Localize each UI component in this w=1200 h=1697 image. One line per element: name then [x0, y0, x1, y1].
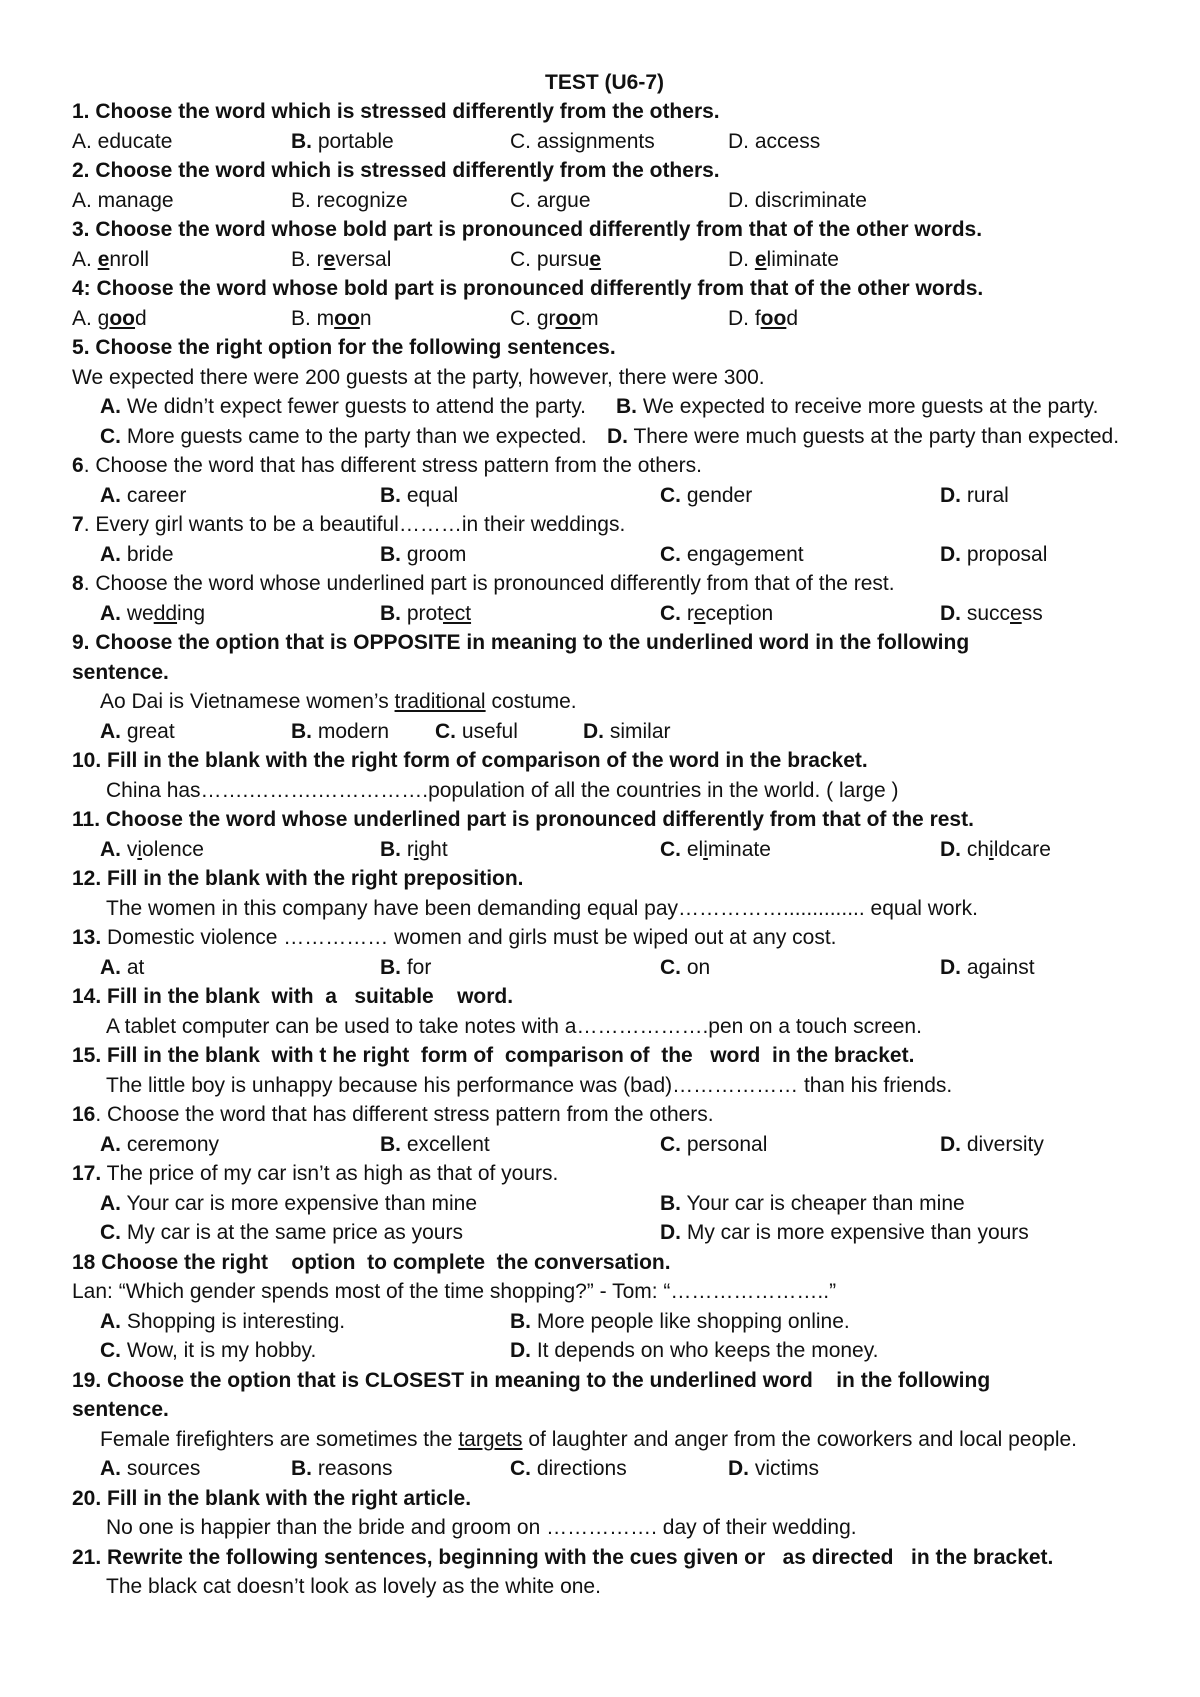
q5-option-a[interactable]: A. We didn’t expect fewer guests to attend the party.	[100, 395, 586, 418]
q6-option-d[interactable]: D. rural	[940, 484, 1009, 507]
q17-option-d[interactable]: D. My car is more expensive than yours	[660, 1221, 1029, 1244]
question-16-options	[100, 1130, 1160, 1160]
question-18-sentence: Lan: “Which gender spends most of the time shopping?” - Tom: “…………………..”	[72, 1280, 837, 1303]
q16-option-a[interactable]: A. ceremony	[100, 1133, 220, 1156]
q7-option-b[interactable]: B. groom	[380, 543, 467, 566]
question-1-stem: 1. Choose the word which is stressed differently from the others.	[72, 100, 720, 123]
question-2-stem: 2. Choose the word which is stressed differently from the others.	[72, 159, 720, 182]
question-18-options-row1	[100, 1307, 1160, 1337]
q6-option-a[interactable]: A. career	[100, 484, 187, 507]
q8-option-c[interactable]: C. reception	[660, 602, 774, 625]
q7-option-a[interactable]: A. bride	[100, 543, 174, 566]
q6-option-b[interactable]: B. equal	[380, 484, 459, 507]
question-4-stem: 4: Choose the word whose bold part is pronounced differently from that of the other words.	[72, 277, 984, 300]
q2-option-c[interactable]: C. argue	[510, 189, 591, 212]
q8-option-b[interactable]: B. protect	[380, 602, 472, 625]
question-3-stem: 3. Choose the word whose bold part is pronounced differently from that of the other words.	[72, 218, 983, 241]
question-19-stem: 19. Choose the option that is CLOSEST in meaning to the underlined word in the following	[72, 1369, 991, 1392]
q19-option-d[interactable]: D. victims	[728, 1457, 819, 1480]
question-11-options	[100, 835, 1160, 865]
question-5-sentence: We expected there were 200 guests at the party, however, there were 300.	[72, 366, 765, 389]
question-7-stem: 7. Every girl wants to be a beautiful………in their weddings.	[72, 513, 626, 536]
q9-option-d[interactable]: D. similar	[583, 720, 671, 743]
question-5-stem: 5. Choose the right option for the following sentences.	[72, 336, 616, 359]
question-9-stem-cont: sentence.	[72, 661, 169, 684]
q3-option-d[interactable]: D. eliminate	[728, 248, 839, 271]
q17-option-b[interactable]: B. Your car is cheaper than mine	[660, 1192, 965, 1215]
q13-option-d[interactable]: D. against	[940, 956, 1035, 979]
question-19-stem-cont: sentence.	[72, 1398, 169, 1421]
q17-option-c[interactable]: C. My car is at the same price as yours	[100, 1221, 463, 1244]
q2-option-a[interactable]: A. manage	[72, 189, 174, 212]
question-1-options	[72, 127, 1152, 157]
q1-option-c[interactable]: C. assignments	[510, 130, 655, 153]
question-9-options	[100, 717, 1160, 747]
q6-option-c[interactable]: C. gender	[660, 484, 753, 507]
question-18-options-row2	[100, 1336, 1160, 1366]
question-4-options	[72, 304, 1152, 334]
q8-option-a[interactable]: A. wedding	[100, 602, 206, 625]
question-12-stem: 12. Fill in the blank with the right preposition.	[72, 867, 524, 890]
question-16-stem: 16. Choose the word that has different stress pattern from the others.	[72, 1103, 714, 1126]
question-13-stem: 13. Domestic violence …………… women and girls must be wiped out at any cost.	[72, 926, 837, 949]
q18-option-a[interactable]: A. Shopping is interesting.	[100, 1310, 346, 1333]
question-19-options	[100, 1454, 1160, 1484]
q3-option-b[interactable]: B. reversal	[291, 248, 392, 271]
underlined-word: traditional	[394, 690, 486, 713]
question-13-options	[100, 953, 1160, 983]
question-10-sentence: China has…….……….…………….population of all the countries in the world. ( large )	[106, 779, 899, 802]
q4-option-b[interactable]: B. moon	[291, 307, 372, 330]
q1-option-a[interactable]: A. educate	[72, 130, 173, 153]
question-8-options	[100, 599, 1160, 629]
q18-option-c[interactable]: C. Wow, it is my hobby.	[100, 1339, 317, 1362]
question-11-stem: 11. Choose the word whose underlined part is pronounced differently from that of the rest.	[72, 808, 974, 831]
q13-option-c[interactable]: C. on	[660, 956, 711, 979]
question-17-options-row2	[100, 1218, 1160, 1248]
q16-option-c[interactable]: C. personal	[660, 1133, 768, 1156]
q11-option-c[interactable]: C. eliminate	[660, 838, 771, 861]
q3-option-c[interactable]: C. pursue	[510, 248, 602, 271]
q5-option-d[interactable]: D. There were much guests at the party than expected.	[607, 425, 1120, 448]
question-9-sentence: Ao Dai is Vietnamese women’s traditional costume.	[100, 690, 577, 713]
question-15-sentence: The little boy is unhappy because his performance was (bad)……………… than his friends.	[106, 1074, 953, 1097]
question-7-options	[100, 540, 1160, 570]
q5-option-c[interactable]: C. More guests came to the party than we expected.	[100, 425, 587, 448]
q2-option-d[interactable]: D. discriminate	[728, 189, 867, 212]
question-20-stem: 20. Fill in the blank with the right article.	[72, 1487, 472, 1510]
question-21-stem: 21. Rewrite the following sentences, beginning with the cues given or as directed in the bracket.	[72, 1546, 1054, 1569]
question-5-options-row2	[100, 422, 1160, 452]
page-title: TEST (U6-7)	[545, 71, 665, 94]
q4-option-c[interactable]: C. groom	[510, 307, 599, 330]
question-10-stem: 10. Fill in the blank with the right form of comparison of the word in the bracket.	[72, 749, 868, 772]
q7-option-c[interactable]: C. engagement	[660, 543, 804, 566]
q19-option-a[interactable]: A. sources	[100, 1457, 201, 1480]
question-15-stem: 15. Fill in the blank with t he right form of comparison of the word in the bracket.	[72, 1044, 915, 1067]
question-6-options	[100, 481, 1160, 511]
q9-option-b[interactable]: B. modern	[291, 720, 390, 743]
question-17-stem: 17. The price of my car isn’t as high as that of yours.	[72, 1162, 559, 1185]
q17-option-a[interactable]: A. Your car is more expensive than mine	[100, 1192, 478, 1215]
question-14-stem: 14. Fill in the blank with a suitable word.	[72, 985, 514, 1008]
question-3-options	[72, 245, 1152, 275]
q3-option-a[interactable]: A. enroll	[72, 248, 150, 271]
q11-option-b[interactable]: B. right	[380, 838, 448, 861]
q9-option-c[interactable]: C. useful	[435, 720, 518, 743]
q1-option-b[interactable]: B. portable	[291, 130, 394, 153]
q9-option-a[interactable]: A. great	[100, 720, 175, 743]
q4-option-a[interactable]: A. good	[72, 307, 147, 330]
question-2-options	[72, 186, 1152, 216]
question-14-sentence: A tablet computer can be used to take notes with a……………….pen on a touch screen.	[106, 1015, 922, 1038]
question-18-stem: 18 Choose the right option to complete the conversation.	[72, 1251, 671, 1274]
q19-option-c[interactable]: C. directions	[510, 1457, 627, 1480]
question-19-sentence: Female firefighters are sometimes the targets of laughter and anger from the coworkers and local people.	[100, 1428, 1078, 1451]
q16-option-b[interactable]: B. excellent	[380, 1133, 490, 1156]
q11-option-d[interactable]: D. childcare	[940, 838, 1051, 861]
q16-option-d[interactable]: D. diversity	[940, 1133, 1044, 1156]
q2-option-b[interactable]: B. recognize	[291, 189, 408, 212]
q19-option-b[interactable]: B. reasons	[291, 1457, 393, 1480]
q13-option-b[interactable]: B. for	[380, 956, 432, 979]
question-6-stem: 6. Choose the word that has different stress pattern from the others.	[72, 454, 702, 477]
q18-option-b[interactable]: B. More people like shopping online.	[510, 1310, 850, 1333]
q18-option-d[interactable]: D. It depends on who keeps the money.	[510, 1339, 879, 1362]
question-17-options-row1	[100, 1189, 1160, 1219]
question-5-options-row1	[100, 392, 1160, 422]
q7-option-d[interactable]: D. proposal	[940, 543, 1048, 566]
underlined-word: targets	[458, 1428, 523, 1451]
q4-option-d[interactable]: D. food	[728, 307, 799, 330]
q13-option-a[interactable]: A. at	[100, 956, 145, 979]
q1-option-d[interactable]: D. access	[728, 130, 821, 153]
q11-option-a[interactable]: A. violence	[100, 838, 204, 861]
question-20-sentence: No one is happier than the bride and groom on ……………. day of their wedding.	[106, 1516, 857, 1539]
q8-option-d[interactable]: D. success	[940, 602, 1043, 625]
question-21-sentence: The black cat doesn’t look as lovely as the white one.	[106, 1575, 601, 1598]
question-9-stem: 9. Choose the option that is OPPOSITE in meaning to the underlined word in the following	[72, 631, 970, 654]
question-8-stem: 8. Choose the word whose underlined part is pronounced differently from that of the rest.	[72, 572, 895, 595]
question-12-sentence: The women in this company have been demanding equal pay…………….............. equal work.	[106, 897, 978, 920]
q5-option-b[interactable]: B. We expected to receive more guests at the party.	[616, 395, 1099, 418]
